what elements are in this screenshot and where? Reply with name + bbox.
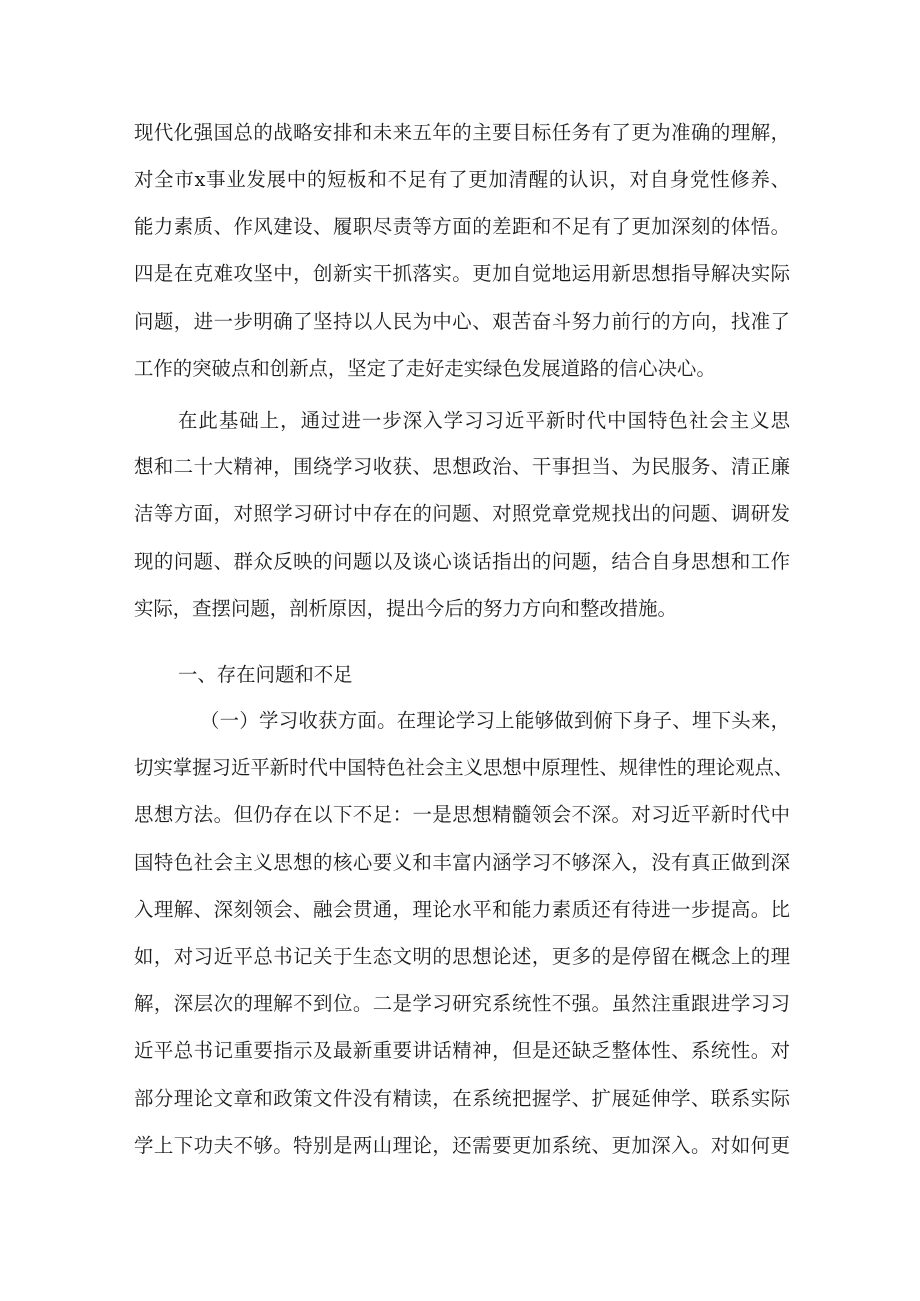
text-line: 洁等方面，对照学习研讨中存在的问题、对照党章党规找出的问题、调研发 <box>134 502 790 525</box>
text-line: 能力素质、作风建设、履职尽责等方面的差距和不足有了更加深刻的体悟。 <box>134 215 790 238</box>
text-line: 国特色社会主义思想的核心要义和丰富内涵学习不够深入，没有真正做到深 <box>134 851 790 874</box>
text-line: 近平总书记重要指示及最新重要讲话精神，但是还缺乏整体性、系统性。对 <box>134 1039 790 1062</box>
section-heading: 一、存在问题和不足 <box>178 663 353 686</box>
text-line: 学上下功夫不够。特别是两山理论，还需要更加系统、更加深入。对如何更 <box>134 1134 790 1157</box>
text-line: 实际，查摆问题，剖析原因，提出今后的努力方向和整改措施。 <box>134 597 677 620</box>
text-line: 入理解、深刻领会、融会贯通，理论水平和能力素质还有待进一步提高。比 <box>134 898 790 921</box>
text-line: 如，对习近平总书记关于生态文明的思想论述，更多的是停留在概念上的理 <box>134 945 790 968</box>
text-line: 现的问题、群众反映的问题以及谈心谈话指出的问题，结合自身思想和工作 <box>134 550 790 573</box>
text-line: 四是在克难攻坚中，创新实干抓落实。更加自觉地运用新思想指导解决实际 <box>134 262 790 285</box>
text-line: 想和二十大精神，围绕学习收获、思想政治、干事担当、为民服务、清正廉 <box>134 455 790 478</box>
text-line: 工作的突破点和创新点，坚定了走好走实绿色发展道路的信心决心。 <box>134 357 716 380</box>
text-line: 切实掌握习近平新时代中国特色社会主义思想中原理性、规律性的理论观点、 <box>134 756 794 779</box>
text-line: 现代化强国总的战略安排和未来五年的主要目标任务有了更为准确的理解， <box>134 121 790 144</box>
text-line: 对全市x事业发展中的短板和不足有了更加清醒的认识，对自身党性修养、 <box>134 168 790 191</box>
text-line: 在此基础上，通过进一步深入学习习近平新时代中国特色社会主义思 <box>178 409 790 432</box>
text-line: 思想方法。但仍存在以下不足：一是思想精髓领会不深。对习近平新时代中 <box>134 803 790 826</box>
text-line: 问题，进一步明确了坚持以人民为中心、艰苦奋斗努力前行的方向，找准了 <box>134 310 790 333</box>
text-line: 部分理论文章和政策文件没有精读，在系统把握学、扩展延伸学、联系实际 <box>134 1087 790 1110</box>
text-line: （一）学习收获方面。在理论学习上能够做到俯下身子、埋下头来， <box>200 709 790 732</box>
text-line: 解，深层次的理解不到位。二是学习研究系统性不强。虽然注重跟进学习习 <box>134 992 790 1015</box>
